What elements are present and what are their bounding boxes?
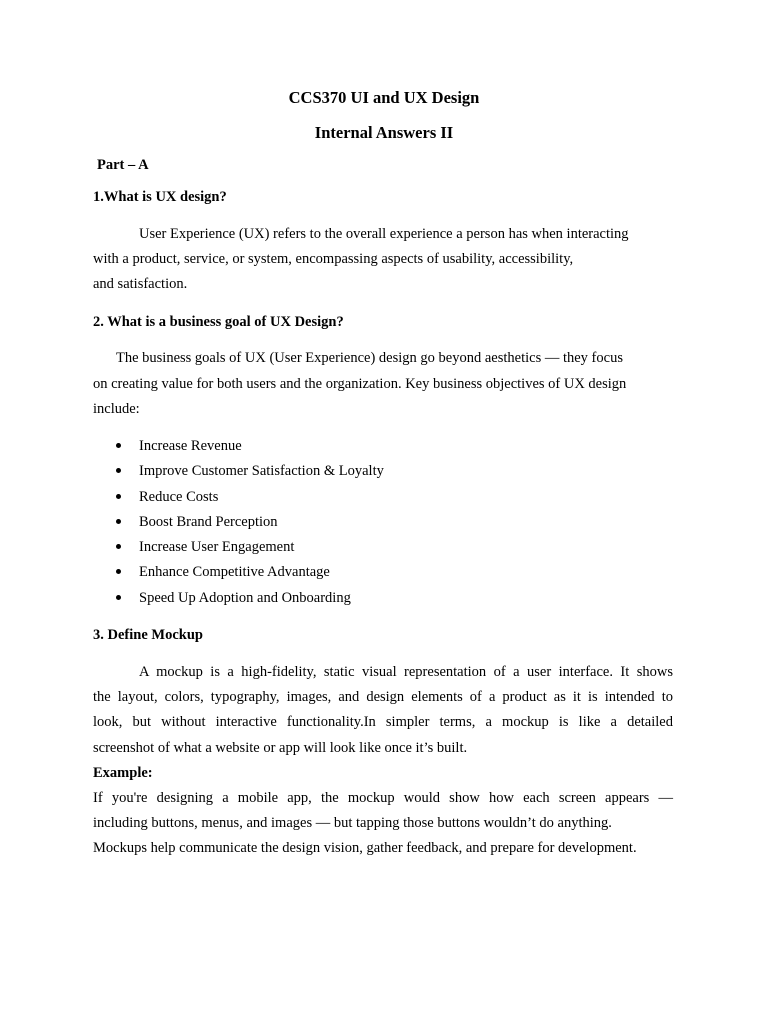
example-line-3: Mockups help communicate the design vision, gather feedback, and prepare for development. bbox=[93, 840, 637, 856]
page-title: CCS370 UI and UX Design bbox=[288, 88, 480, 107]
bullet-icon bbox=[116, 443, 121, 448]
q1-line-2: with a product, service, or system, encompassing aspects of usability, accessibility, bbox=[93, 251, 574, 267]
q3-line-3: look, but without interactive functionality.In simpler terms, a mockup is like a detailed bbox=[93, 714, 673, 730]
document-page: CCS370 UI and UX Design Internal Answers II Part – A 1.What is UX design? User Experience (UX) refers to the overall experience a person has when interacting with a product, service, or system, encompassing aspects of usability, accessibility, and satisfaction. 2. What is a business goal of UX Design? The business goals of UX (User Experience) design go beyond aesthetics — they focus on creating value for both users and the organization. Key business objectives of UX design include: Increase Revenue Improve Customer Satisfaction & Loyalty Reduce Costs Boost Brand Perception Increase User Engagement Enhance Competitive Advantage Speed Up Adoption and Onboarding 3. Define Mockup A mockup is a high-fidelity, static visual representation of a user interface. It shows the layout, colors, typography, images, and design elements of a product as it is intended to look, but without interactive functionality.In simpler terms, a mockup is like a detailed screenshot of what a website or app will look like once it’s built. Example: If you're designing a mobile app, the mockup would show how each screen appears — including buttons, menus, and images — but tapping those buttons wouldn’t do anything. Mockups help communicate the design vision, gather feedback, and prepare for development. bbox=[0, 0, 768, 1024]
bullet-icon bbox=[116, 519, 121, 524]
example-line-1: If you're designing a mobile app, the mockup would show how each screen appears — bbox=[93, 790, 673, 806]
example-label: Example: bbox=[93, 765, 153, 781]
example-line-2: including buttons, menus, and images — but tapping those buttons wouldn’t do anything. bbox=[93, 815, 612, 831]
bullet-icon bbox=[116, 468, 121, 473]
bullet-icon bbox=[116, 544, 121, 549]
q3-line-4: screenshot of what a website or app will look like once it’s built. bbox=[93, 740, 468, 756]
bullet-icon bbox=[116, 595, 121, 600]
q3-heading: 3. Define Mockup bbox=[93, 627, 203, 643]
q2-heading: 2. What is a business goal of UX Design? bbox=[93, 314, 344, 330]
bullet-icon bbox=[116, 569, 121, 574]
q1-heading: 1.What is UX design? bbox=[93, 189, 227, 205]
q2-line-2: on creating value for both users and the organization. Key business objectives of UX design bbox=[93, 376, 627, 392]
q2-line-3: include: bbox=[93, 401, 140, 417]
bullet-icon bbox=[116, 494, 121, 499]
q2-line-1: The business goals of UX (User Experience) design go beyond aesthetics — they focus bbox=[116, 350, 623, 366]
q3-line-1: A mockup is a high-fidelity, static visual representation of a user interface. It shows bbox=[139, 664, 673, 680]
q1-line-1: User Experience (UX) refers to the overall experience a person has when interacting bbox=[139, 226, 629, 242]
page-subtitle: Internal Answers II bbox=[314, 123, 454, 142]
q3-line-2: the layout, colors, typography, images, and design elements of a product as it is intended to bbox=[93, 689, 673, 705]
q1-line-3: and satisfaction. bbox=[93, 276, 188, 292]
part-label: Part – A bbox=[97, 157, 149, 173]
